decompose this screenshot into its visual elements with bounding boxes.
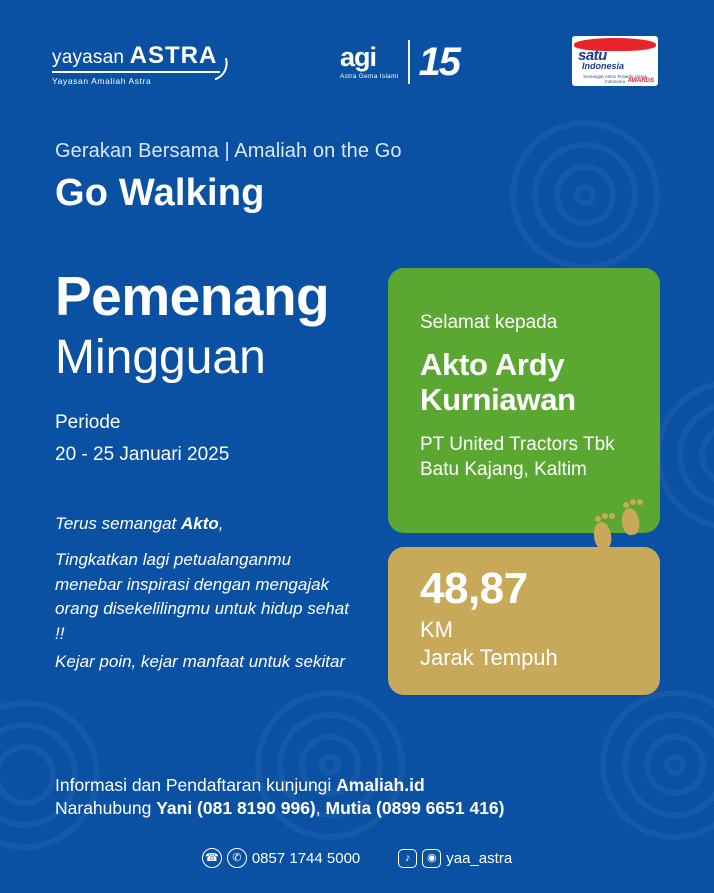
message-line-3: Kejar poin, kejar manfaat untuk sekitar — [55, 652, 346, 671]
contact-mutia[interactable]: Mutia (0899 6651 416) — [325, 798, 505, 818]
message-1-prefix: Terus semangat — [55, 514, 181, 533]
page-title-line1: Pemenang — [55, 265, 330, 327]
registration-info-prefix: Informasi dan Pendaftaran kunjungi — [55, 775, 337, 795]
phone-contact-group[interactable] — [202, 848, 360, 868]
agi-logo — [340, 40, 459, 84]
distance-unit: KM — [420, 617, 453, 642]
satu-title: satu — [578, 47, 607, 64]
period-value: 20 - 25 Januari 2025 — [55, 444, 230, 465]
instagram-icon: ◉ — [422, 849, 441, 868]
tiktok-icon: ♪ — [398, 849, 417, 868]
contact-yani[interactable]: Yani (081 8190 996) — [156, 798, 316, 818]
message-line-2: Tingkatkan lagi petualanganmu menebar inspirasi dengan mengajak orang disekelilingmu untuk hidup sehat !! — [55, 550, 349, 643]
astra-logo-subtitle: Yayasan Amaliah Astra — [52, 76, 152, 86]
logo-bar — [0, 36, 714, 96]
agi-wordmark: agi — [340, 42, 377, 72]
social-handle-group[interactable] — [398, 849, 512, 868]
agi-anniversary-number: 15 — [418, 40, 460, 84]
satu-awards-text: AWARDS — [627, 78, 654, 84]
phone-number: 0857 1744 5000 — [251, 849, 361, 867]
message-line-1 — [55, 512, 355, 537]
registration-info — [55, 775, 425, 796]
contact-separator: , — [315, 798, 326, 818]
winner-card — [388, 268, 660, 533]
campaign-kicker: Gerakan Bersama | Amaliah on the Go — [55, 140, 402, 162]
distance-value: 48,87 — [420, 564, 528, 613]
winner-name: Akto Ardy Kurniawan — [420, 347, 576, 417]
astra-logo-rule — [52, 71, 220, 73]
satu-tagline: Semangat Astra Terpadu Untuk Indonesia — [583, 74, 647, 84]
whatsapp-icon: ✆ — [227, 848, 247, 868]
page-title-line2: Mingguan — [55, 331, 266, 384]
contact-prefix: Narahubung — [55, 798, 157, 818]
winner-greeting: Selamat kepada — [420, 312, 558, 333]
decorative-pattern-midright — [655, 380, 714, 580]
phone-icon: ☎ — [202, 848, 222, 868]
social-bar — [0, 848, 714, 868]
astra-logo-bold-text: ASTRA — [129, 42, 218, 69]
distance-card — [388, 547, 660, 695]
contact-info — [55, 798, 505, 819]
agi-subtitle: Astra Gema Islami — [340, 73, 399, 80]
satu-indonesia-logo — [572, 36, 658, 86]
winner-location: Batu Kajang, Kaltim — [420, 459, 587, 481]
social-handle: yaa_astra — [446, 849, 513, 867]
message-1-suffix: , — [218, 514, 224, 533]
satu-subtitle: Indonesia — [582, 61, 625, 71]
registration-site-link[interactable]: Amaliah.id — [336, 775, 425, 795]
message-1-name: Akto — [181, 514, 219, 533]
period-label: Periode — [55, 412, 121, 433]
campaign-title: Go Walking — [55, 172, 265, 214]
astra-logo-light-text: yayasan — [52, 47, 130, 68]
distance-label: Jarak Tempuh — [420, 645, 558, 670]
yayasan-astra-logo — [52, 44, 220, 86]
winner-company: PT United Tractors Tbk — [420, 434, 615, 456]
agi-divider — [408, 40, 410, 84]
